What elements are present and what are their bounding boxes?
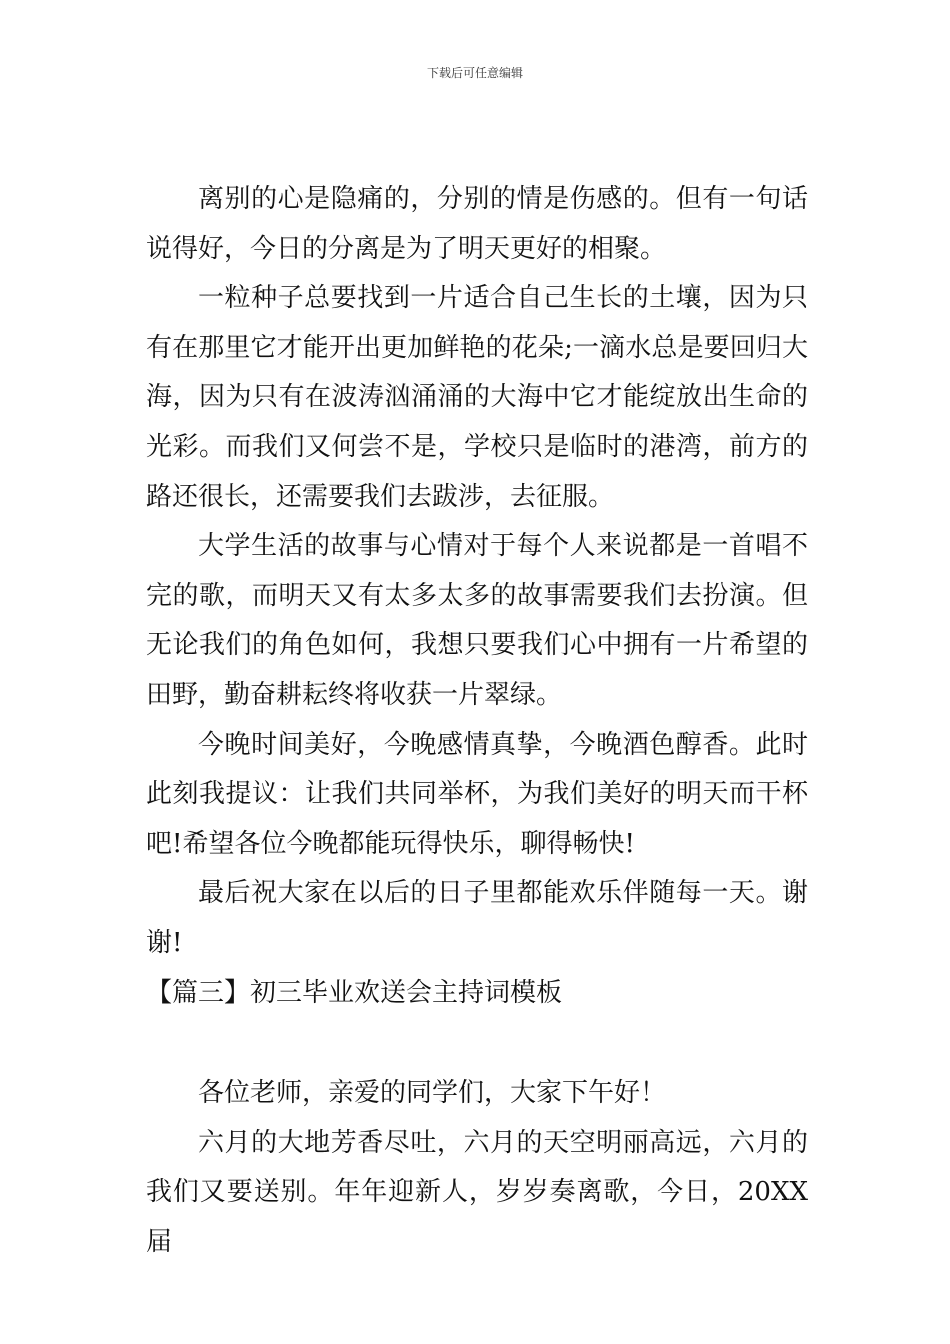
document-body — [146, 175, 808, 1267]
paragraph-greeting: 各位老师，亲爱的同学们，大家下午好！ — [198, 1078, 667, 1109]
paragraph-june: 六月的大地芳香尽吐，六月的天空明丽高远，六月的我们又要送别。年年迎新人，岁岁奏离歌，今日，20XX届 — [146, 1127, 808, 1257]
paragraph-wishes: 最后祝大家在以后的日子里都能欢乐伴随每一天。谢谢! — [146, 878, 808, 958]
paragraph-seed: 一粒种子总要找到一片适合自己生长的土壤，因为只有在那里它才能开出更加鲜艳的花朵;一滴水总是要回归大海，因为只有在波涛汹涌涌的大海中它才能绽放出生命的光彩。而我们又何尝不是，学校只是临时的港湾，前方的路还很长，还需要我们去跋涉，去征服。 — [146, 283, 808, 512]
paragraph-toast: 今晚时间美好，今晚感情真挚，今晚酒色醇香。此时此刻我提议：让我们共同举杯，为我们美好的明天而干杯吧!希望各位今晚都能玩得快乐，聊得畅快! — [146, 729, 808, 859]
page-header: 下载后可任意编辑 — [426, 66, 523, 80]
paragraph-university-life: 大学生活的故事与心情对于每个人来说都是一首唱不完的歌，而明天又有太多太多的故事需要我们去扮演。但无论我们的角色如何，我想只要我们心中拥有一片希望的田野，勤奋耕耘终将收获一片翠绿。 — [146, 531, 808, 710]
paragraph-farewell: 离别的心是隐痛的，分别的情是伤感的。但有一句话说得好，今日的分离是为了明天更好的相聚。 — [146, 184, 808, 264]
section-title: 【篇三】初三毕业欢送会主持词模板 — [146, 977, 563, 1008]
